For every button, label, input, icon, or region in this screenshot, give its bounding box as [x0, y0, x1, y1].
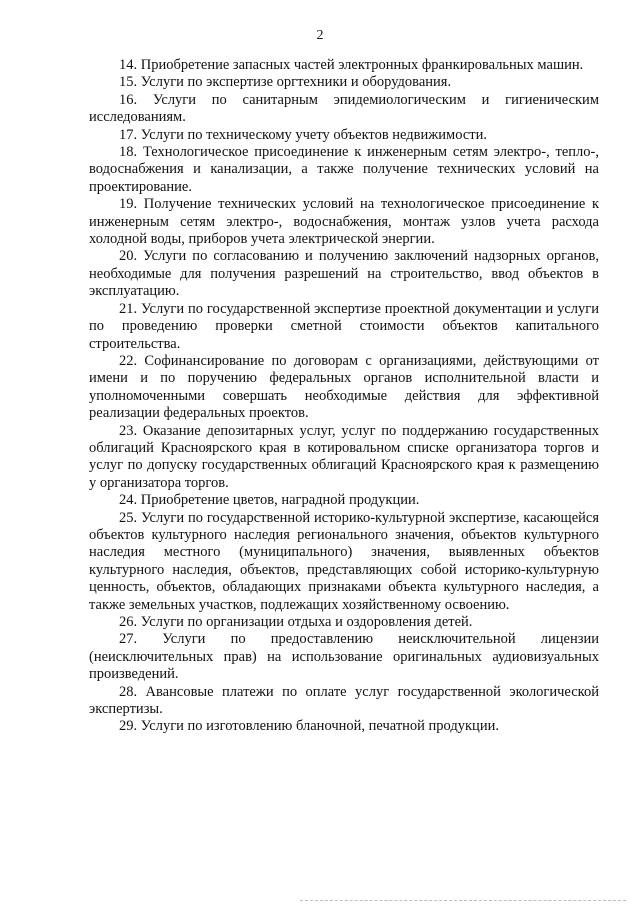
- list-item-23: 23. Оказание депозитарных услуг, услуг по поддержанию государственных облигаций Красноярского края в котировальном списке организатора торгов и услуг по допуску государственных облигаций Красноярского края к размещению у организатора торгов.: [89, 422, 599, 491]
- list-item-26: 26. Услуги по организации отдыха и оздоровления детей.: [119, 614, 473, 630]
- list-item-22: 22. Софинансирование по договорам с организациями, действующими от имени и по поручению федеральных органов исполнительной власти и уполномоченными совершать необходимые действия для эффективной реализации федеральных проектов.: [89, 352, 599, 422]
- list-item-24: 24. Приобретение цветов, наградной продукции.: [119, 492, 420, 509]
- list-item-25: 25. Услуги по государственной историко-культурной экспертизе, касающейся объектов культурного наследия регионального значения, объектов культурного наследия местного (муниципального) значения, выявленных объектов культурного наследия, объектов, представляющих собой историко-культурную ценность, объектов, обладающих признаками объекта культурного наследия, а также земельных участков, подлежащих хозяйственному освоению.: [89, 509, 599, 613]
- page-number: 2: [316, 28, 324, 43]
- list-item-27: 27. Услуги по предоставлению неисключительной лицензии (неисключительных прав) на использование оригинальных аудиовизуальных произведений.: [89, 631, 599, 683]
- list-item-15: 15. Услуги по экспертизе оргтехники и оборудования.: [119, 74, 452, 91]
- list-item-18: 18. Технологическое присоединение к инженерным сетям электро-, тепло-, водоснабжения и канализации, а также получение технических условий на проектирование.: [89, 144, 599, 195]
- scan-edge-line: [300, 900, 626, 901]
- list-item-20: 20. Услуги по согласованию и получению заключений надзорных органов, необходимые для получения разрешений на строительство, ввод объектов в эксплуатацию.: [89, 248, 599, 300]
- services-list: [89, 57, 599, 736]
- list-item-29: 29. Услуги по изготовлению бланочной, печатной продукции.: [119, 718, 499, 735]
- list-item-19: 19. Получение технических условий на технологическое присоединение к инженерным сетям электро-, водоснабжения, монтаж узлов учета расхода холодной воды, приборов учета электрической энергии.: [89, 196, 599, 248]
- list-item-21: 21. Услуги по государственной экспертизе проектной документации и услуги по проведению проверки сметной стоимости объектов капитального строительства.: [89, 300, 599, 352]
- list-item-14: 14. Приобретение запасных частей электронных франкировальных машин.: [119, 57, 584, 73]
- list-item-16: 16. Услуги по санитарным эпидемиологическим и гигиеническим исследованиям.: [89, 91, 599, 126]
- list-item-17: 17. Услуги по техническому учету объектов недвижимости.: [119, 126, 488, 143]
- list-item-28: 28. Авансовые платежи по оплате услуг государственной экологической экспертизы.: [89, 683, 599, 718]
